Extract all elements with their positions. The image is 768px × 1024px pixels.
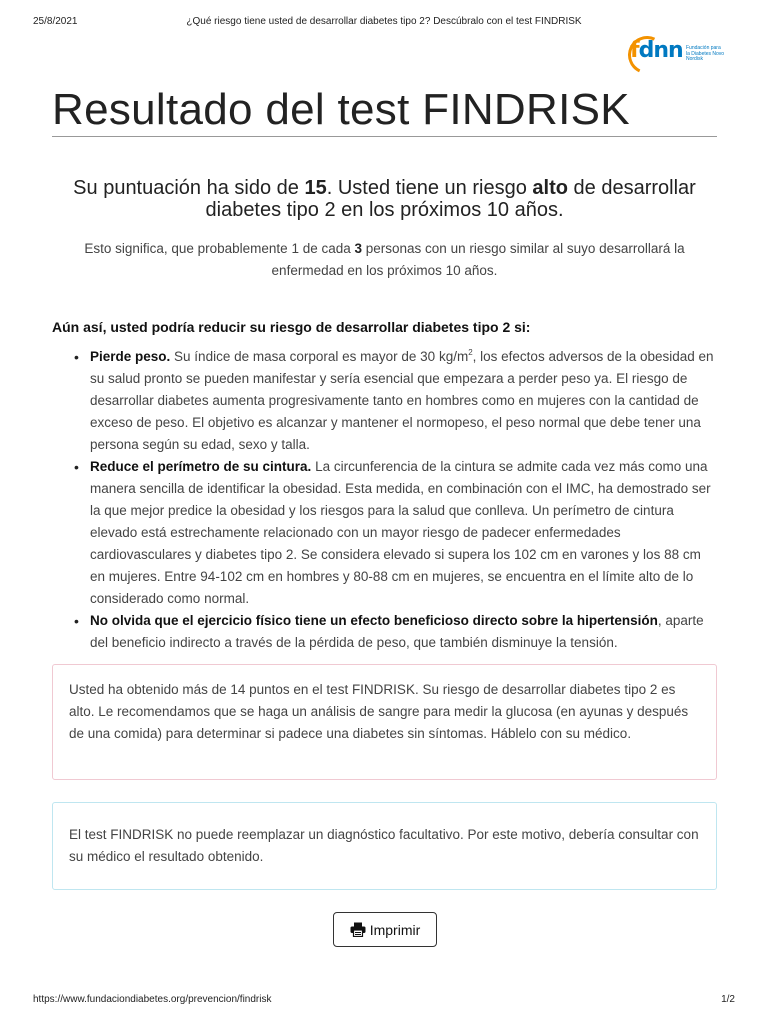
print-button[interactable] [333, 912, 437, 947]
page-number: 1/2 [721, 994, 735, 1005]
logo-tagline: Fundación para la Diabetes Novo Nordisk [686, 45, 725, 62]
list-item-lose-weight: • Pierde peso. Su índice de masa corporal es mayor de 30 $kg/m^2$, los efectos adversos de la obesidad en su salud pronto se pueden manifestar y sería esencial que empezara a perder peso ya. El riesgo de desarrollar diabetes aumenta progresivamente tanto en hombres como en mujeres con la cantidad de exceso de peso. El objetivo es alcanzar y mantener el normopeso, el peso normal que debe tener una persona según su edad, sexo y talla. [90, 346, 718, 456]
score-summary: Su puntuación ha sido de 15. Usted tiene un riesgo alto de desarrollar diabetes tipo 2 en los próximos 10 años. [73, 177, 696, 221]
risk-ratio: 3 [354, 241, 363, 256]
logo-wordmark: fdnn [630, 38, 683, 63]
score-points: 15 [304, 177, 327, 199]
list-item-exercise: • No olvida que el ejercicio físico tiene un efecto beneficioso directo sobre la hipertensión, aparte del beneficio indirecto a través de la pérdida de peso, que también disminuye la tensión. [90, 610, 718, 654]
print-footer [33, 994, 735, 1008]
reduce-risk-heading: Aún así, usted podría reducir su riesgo de desarrollar diabetes tipo 2 si: [52, 319, 531, 335]
print-header [33, 16, 735, 30]
list-item-reduce-waist: • Reduce el perímetro de su cintura. La circunferencia de la cintura se admite cada vez más como una manera sencilla de identificar la obesidad. Esta medida, en combinación con el IMC, ha demostrado ser la que mejor predice la obesidad y los riesgos para la salud que conlleva. Un perímetro de cintura elevado está estrechamente relacionado con un mayor riesgo de padecer enfermedades cardiovasculares y diabetes tipo 2. Se considera elevado si supera los 102 cm en varones y los 88 cm en mujeres. Entre 94-102 cm en hombres y 80-88 cm en mujeres, se encuentra en el límite alto de lo considerado como normal. [90, 456, 718, 610]
fdnn-logo[interactable] [630, 36, 725, 74]
high-risk-alert: Usted ha obtenido más de 14 puntos en el test FINDRISK. Su riesgo de desarrollar diabetes tipo 2 es alto. Le recomendamos que se haga un análisis de sangre para medir la glucosa (en ayunas y después de una comida) para determinar si padece una diabetes sin síntomas. Háblelo con su médico. [52, 664, 717, 780]
print-page-title: ¿Qué riesgo tiene usted de desarrollar diabetes tipo 2? Descúbralo con el test FINDRISK [186, 16, 582, 27]
printer-icon [350, 922, 366, 937]
print-date: 25/8/2021 [33, 16, 78, 27]
score-meaning: Esto significa, que probablemente 1 de cada 3 personas con un riesgo similar al suyo desarrollará la enfermedad en los próximos 10 años. [84, 241, 685, 278]
risk-level: alto [532, 177, 568, 199]
recommendations-list [90, 346, 718, 654]
disclaimer-alert: El test FINDRISK no puede reemplazar un diagnóstico facultativo. Por este motivo, debería consultar con su médico el resultado obtenido. [52, 802, 717, 890]
page-title: Resultado del test FINDRISK [52, 86, 717, 137]
page-url: https://www.fundaciondiabetes.org/prevencion/findrisk [33, 994, 272, 1005]
print-button-label: Imprimir [369, 921, 421, 938]
